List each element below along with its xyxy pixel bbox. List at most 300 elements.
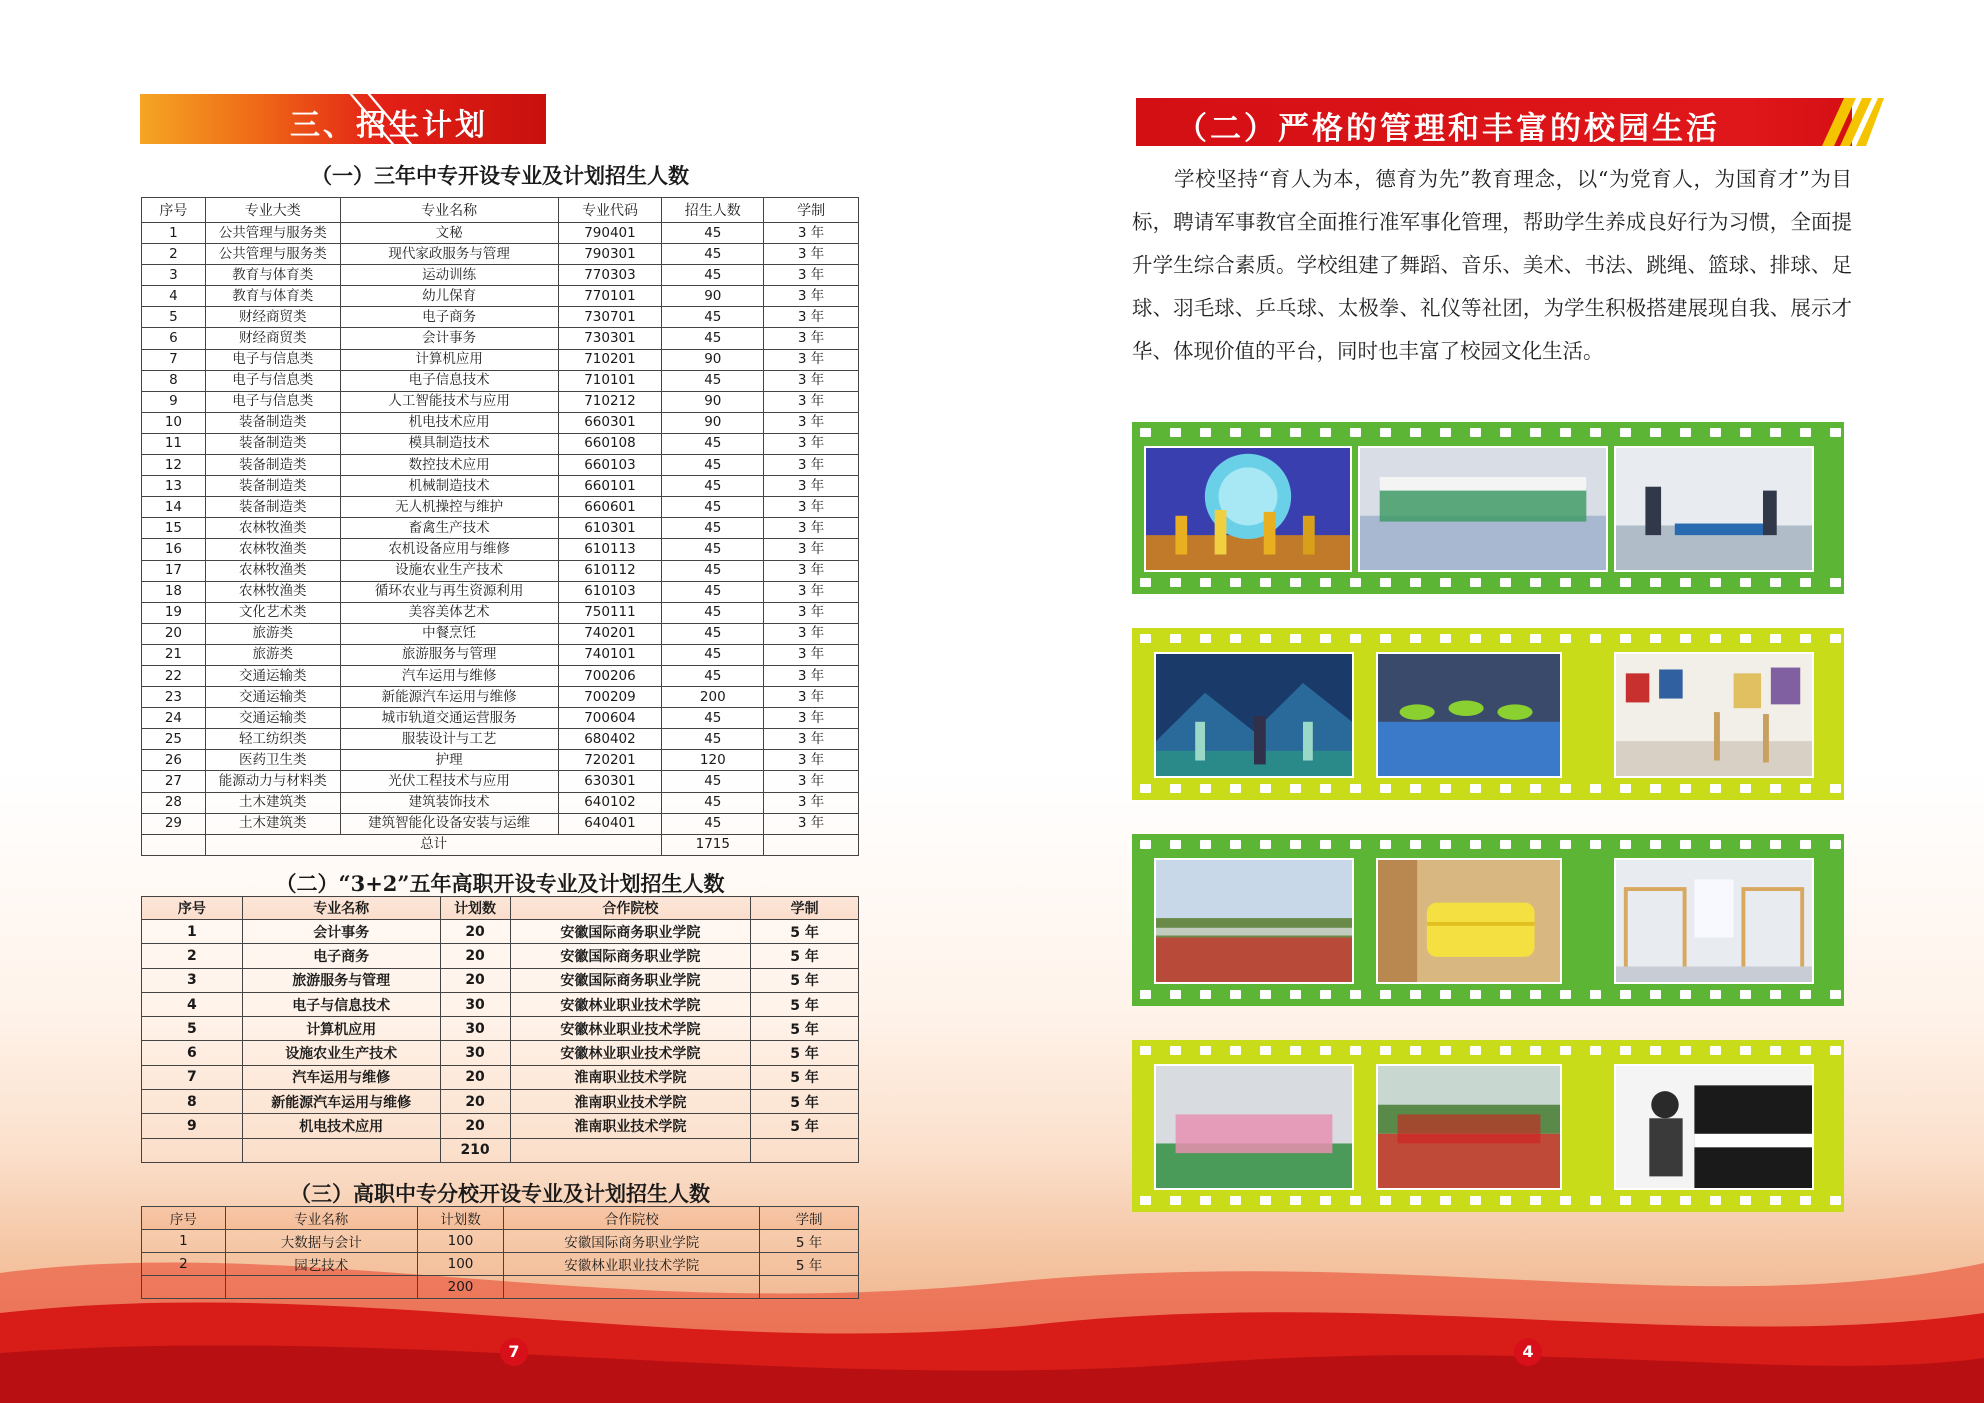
film-hole	[1170, 634, 1181, 643]
empty-cell	[504, 1276, 760, 1299]
film-hole	[1380, 1046, 1391, 1055]
film-hole	[1320, 990, 1331, 999]
table-row	[142, 813, 859, 834]
page-number: 4	[1514, 1338, 1542, 1366]
empty-cell	[764, 834, 859, 855]
film-hole	[1230, 1046, 1241, 1055]
film-hole	[1500, 1046, 1511, 1055]
table-cell: 电子信息技术	[340, 370, 558, 391]
film-hole	[1830, 428, 1841, 437]
film-hole	[1650, 428, 1661, 437]
table-cell: 土木建筑类	[205, 813, 340, 834]
film-hole	[1680, 578, 1691, 587]
film-hole	[1560, 840, 1571, 849]
table-cell: 200	[662, 687, 764, 708]
film-hole	[1680, 840, 1691, 849]
table-cell: 安徽国际商务职业学院	[504, 1230, 760, 1253]
table-cell: 610112	[558, 560, 662, 581]
table-cell: 财经商贸类	[205, 307, 340, 328]
film-hole	[1590, 634, 1601, 643]
table-cell: 淮南职业技术学院	[510, 1114, 751, 1138]
film-hole	[1290, 634, 1301, 643]
film-hole	[1470, 578, 1481, 587]
table-cell: 农机设备应用与维修	[340, 539, 558, 560]
table-cell: 文化艺术类	[205, 602, 340, 623]
film-hole	[1530, 840, 1541, 849]
table-cell: 教育与体育类	[205, 265, 340, 286]
table-cell: 旅游服务与管理	[340, 644, 558, 665]
table-row	[142, 433, 859, 454]
table-cell: 3 年	[764, 665, 859, 686]
table-cell: 23	[142, 687, 206, 708]
film-hole	[1470, 840, 1481, 849]
film-hole	[1170, 840, 1181, 849]
table-cell: 8	[142, 370, 206, 391]
table-cell: 7	[142, 1065, 243, 1089]
table-cell: 640102	[558, 792, 662, 813]
table-cell: 25	[142, 729, 206, 750]
table-cell: 660301	[558, 412, 662, 433]
column-header: 计划数	[440, 897, 510, 920]
table-header-row	[142, 897, 859, 920]
film-hole	[1650, 840, 1661, 849]
table-cell: 45	[662, 244, 764, 265]
table-cell: 15	[142, 518, 206, 539]
film-hole	[1620, 840, 1631, 849]
film-hole	[1620, 428, 1631, 437]
film-hole	[1350, 1046, 1361, 1055]
table-cell: 45	[662, 729, 764, 750]
table-cell: 700206	[558, 665, 662, 686]
section-header-enrollment	[140, 94, 546, 144]
table-row	[142, 920, 859, 944]
film-strip	[1132, 1040, 1844, 1212]
film-hole	[1590, 784, 1601, 793]
table-cell: 18	[142, 581, 206, 602]
film-hole	[1260, 1046, 1271, 1055]
film-hole	[1650, 1046, 1661, 1055]
film-perforations	[1132, 632, 1844, 646]
table-cell: 660601	[558, 497, 662, 518]
column-header: 专业名称	[340, 198, 558, 223]
table-cell: 公共管理与服务类	[205, 223, 340, 244]
table-cell: 7	[142, 349, 206, 370]
photo-umbrella-dance	[1376, 652, 1562, 778]
table-cell: 交通运输类	[205, 708, 340, 729]
film-hole	[1440, 428, 1451, 437]
table-cell: 3 年	[764, 370, 859, 391]
film-hole	[1290, 578, 1301, 587]
film-hole	[1740, 990, 1751, 999]
table-cell: 安徽国际商务职业学院	[510, 968, 751, 992]
table-cell: 13	[142, 476, 206, 497]
table-cell: 45	[662, 265, 764, 286]
table-cell: 90	[662, 349, 764, 370]
table-cell: 29	[142, 813, 206, 834]
film-hole	[1620, 1046, 1631, 1055]
table-cell: 农林牧渔类	[205, 560, 340, 581]
table-cell: 20	[440, 1114, 510, 1138]
table-cell: 3 年	[764, 518, 859, 539]
table-cell: 26	[142, 750, 206, 771]
film-hole	[1410, 1046, 1421, 1055]
table-cell: 3	[142, 265, 206, 286]
table-cell: 公共管理与服务类	[205, 244, 340, 265]
empty-cell	[242, 1138, 440, 1162]
film-hole	[1200, 990, 1211, 999]
table-header-row	[142, 198, 859, 223]
table-cell: 90	[662, 412, 764, 433]
table-cell: 运动训练	[340, 265, 558, 286]
table-cell: 3	[142, 968, 243, 992]
film-strip	[1132, 834, 1844, 1006]
film-hole	[1320, 1196, 1331, 1205]
film-hole	[1830, 634, 1841, 643]
table-row	[142, 992, 859, 1016]
empty-cell	[225, 1276, 417, 1299]
film-hole	[1800, 840, 1811, 849]
table-cell: 660108	[558, 433, 662, 454]
table-cell: 安徽国际商务职业学院	[510, 920, 751, 944]
table-row	[142, 349, 859, 370]
total-label: 总计	[205, 834, 662, 855]
film-perforations	[1132, 1044, 1844, 1058]
film-hole	[1380, 578, 1391, 587]
film-hole	[1170, 1196, 1181, 1205]
film-hole	[1590, 990, 1601, 999]
film-hole	[1770, 1046, 1781, 1055]
table-cell: 3 年	[764, 602, 859, 623]
table-cell: 电子与信息技术	[242, 992, 440, 1016]
table-cell: 城市轨道交通运营服务	[340, 708, 558, 729]
film-hole	[1710, 578, 1721, 587]
table-row	[142, 729, 859, 750]
table2-title: （二）“3+2”五年高职开设专业及计划招生人数	[275, 871, 725, 896]
film-hole	[1680, 634, 1691, 643]
table-cell: 120	[662, 750, 764, 771]
table-cell: 会计事务	[242, 920, 440, 944]
table-cell: 农林牧渔类	[205, 539, 340, 560]
table-cell: 45	[662, 560, 764, 581]
film-hole	[1170, 990, 1181, 999]
page-number: 7	[500, 1338, 528, 1366]
film-hole	[1740, 578, 1751, 587]
film-hole	[1320, 634, 1331, 643]
photo-stage-performance	[1154, 652, 1354, 778]
table-row	[142, 412, 859, 433]
table-cell: 电子与信息类	[205, 370, 340, 391]
film-hole	[1440, 840, 1451, 849]
film-hole	[1560, 990, 1571, 999]
film-hole	[1470, 428, 1481, 437]
table-row	[142, 497, 859, 518]
table-row	[142, 539, 859, 560]
film-hole	[1470, 1196, 1481, 1205]
table-cell: 3 年	[764, 244, 859, 265]
table-cell: 45	[662, 581, 764, 602]
table-cell: 630301	[558, 771, 662, 792]
film-hole	[1650, 1196, 1661, 1205]
table-cell: 100	[417, 1253, 504, 1276]
film-hole	[1260, 840, 1271, 849]
table-cell: 美容美体艺术	[340, 602, 558, 623]
column-header: 序号	[142, 897, 243, 920]
table-cell: 淮南职业技术学院	[510, 1065, 751, 1089]
table-cell: 3 年	[764, 412, 859, 433]
film-hole	[1230, 784, 1241, 793]
table-header-row	[142, 1207, 859, 1230]
film-hole	[1590, 578, 1601, 587]
table-cell: 装备制造类	[205, 497, 340, 518]
film-perforations	[1132, 782, 1844, 796]
table-cell: 3 年	[764, 286, 859, 307]
table-cell: 5 年	[751, 968, 859, 992]
film-hole	[1260, 1196, 1271, 1205]
film-hole	[1650, 578, 1661, 587]
film-hole	[1530, 428, 1541, 437]
film-hole	[1770, 840, 1781, 849]
table-row	[142, 1041, 859, 1065]
table-cell: 3 年	[764, 223, 859, 244]
film-hole	[1560, 1046, 1571, 1055]
table-cell: 740101	[558, 644, 662, 665]
table-cell: 5 年	[751, 920, 859, 944]
table-cell: 5 年	[751, 1041, 859, 1065]
table-row	[142, 223, 859, 244]
table-row	[142, 581, 859, 602]
column-header: 学制	[764, 198, 859, 223]
film-hole	[1410, 428, 1421, 437]
film-hole	[1500, 578, 1511, 587]
table-cell: 3 年	[764, 497, 859, 518]
table-cell: 660101	[558, 476, 662, 497]
table-cell: 27	[142, 771, 206, 792]
table-row	[142, 665, 859, 686]
table-row	[142, 391, 859, 412]
film-hole	[1170, 1046, 1181, 1055]
table-cell: 1	[142, 920, 243, 944]
table-cell: 5 年	[760, 1253, 859, 1276]
film-hole	[1530, 1196, 1541, 1205]
film-hole	[1380, 784, 1391, 793]
film-hole	[1680, 1196, 1691, 1205]
table-cell: 3 年	[764, 708, 859, 729]
film-hole	[1290, 840, 1301, 849]
table-cell: 3 年	[764, 623, 859, 644]
film-hole	[1770, 784, 1781, 793]
column-header: 专业代码	[558, 198, 662, 223]
intro-paragraph: 学校坚持“育人为本，德育为先”教育理念，以“为党育人，为国育才”为目标，聘请军事教官全面推行准军事化管理，帮助学生养成良好行为习惯，全面提升学生综合素质。学校组建了舞蹈、音乐、美术、书法、跳绳、篮球、排球、足球、羽毛球、乒乓球、太极拳、礼仪等社团，为学生积极搭建展现自我、展示才华、体现价值的平台，同时也丰富了校园文化生活。	[1132, 167, 1852, 363]
film-hole	[1740, 784, 1751, 793]
table-cell: 畜禽生产技术	[340, 518, 558, 539]
table-cell: 3 年	[764, 792, 859, 813]
film-hole	[1800, 990, 1811, 999]
column-header: 序号	[142, 1207, 226, 1230]
table-cell: 14	[142, 497, 206, 518]
table-cell: 720201	[558, 750, 662, 771]
total-value: 210	[440, 1138, 510, 1162]
table-cell: 3 年	[764, 265, 859, 286]
photo-art-studio	[1614, 652, 1814, 778]
film-hole	[1530, 578, 1541, 587]
film-hole	[1200, 634, 1211, 643]
film-hole	[1530, 990, 1541, 999]
column-header: 专业大类	[205, 198, 340, 223]
table-cell: 建筑智能化设备安装与运维	[340, 813, 558, 834]
table-cell: 45	[662, 792, 764, 813]
table-cell: 9	[142, 391, 206, 412]
table-cell: 45	[662, 623, 764, 644]
film-hole	[1290, 1046, 1301, 1055]
table-cell: 710212	[558, 391, 662, 412]
film-hole	[1650, 784, 1661, 793]
table-cell: 会计事务	[340, 328, 558, 349]
film-hole	[1590, 1046, 1601, 1055]
table-cell: 电子商务	[340, 307, 558, 328]
photo-track-race	[1376, 1064, 1562, 1190]
table-cell: 现代家政服务与管理	[340, 244, 558, 265]
table-cell: 3 年	[764, 644, 859, 665]
table-cell: 机电技术应用	[340, 412, 558, 433]
table-cell: 640401	[558, 813, 662, 834]
table-row	[142, 1253, 859, 1276]
empty-cell	[142, 834, 206, 855]
film-hole	[1710, 990, 1721, 999]
table-cell: 机械制造技术	[340, 476, 558, 497]
film-hole	[1260, 990, 1271, 999]
film-hole	[1320, 428, 1331, 437]
film-hole	[1680, 1046, 1691, 1055]
table-cell: 30	[440, 1041, 510, 1065]
film-hole	[1320, 840, 1331, 849]
film-hole	[1440, 634, 1451, 643]
table-row	[142, 750, 859, 771]
table-cell: 30	[440, 992, 510, 1016]
film-hole	[1560, 784, 1571, 793]
film-hole	[1470, 990, 1481, 999]
table-cell: 大数据与会计	[225, 1230, 417, 1253]
film-hole	[1200, 840, 1211, 849]
table-cell: 3 年	[764, 476, 859, 497]
film-hole	[1710, 840, 1721, 849]
film-hole	[1800, 1046, 1811, 1055]
film-hole	[1740, 840, 1751, 849]
film-hole	[1230, 990, 1241, 999]
table-cell: 设施农业生产技术	[242, 1041, 440, 1065]
table-cell: 计算机应用	[340, 349, 558, 370]
table-cell: 3 年	[764, 391, 859, 412]
table-cell: 教育与体育类	[205, 286, 340, 307]
film-hole	[1200, 1196, 1211, 1205]
column-header: 专业名称	[225, 1207, 417, 1230]
table-cell: 电子与信息类	[205, 391, 340, 412]
table-row	[142, 708, 859, 729]
table-cell: 45	[662, 370, 764, 391]
table-cell: 装备制造类	[205, 476, 340, 497]
table-cell: 3 年	[764, 687, 859, 708]
table-cell: 45	[662, 476, 764, 497]
photo-group-sports	[1154, 1064, 1354, 1190]
film-hole	[1440, 990, 1451, 999]
table-cell: 710101	[558, 370, 662, 391]
film-hole	[1710, 784, 1721, 793]
table-cell: 700604	[558, 708, 662, 729]
film-hole	[1230, 634, 1241, 643]
table-cell: 无人机操控与维护	[340, 497, 558, 518]
film-hole	[1500, 428, 1511, 437]
table-cell: 安徽林业职业技术学院	[510, 1041, 751, 1065]
film-hole	[1530, 634, 1541, 643]
table-cell: 700209	[558, 687, 662, 708]
table-five-year-program	[141, 896, 859, 1163]
film-hole	[1680, 784, 1691, 793]
table-cell: 610103	[558, 581, 662, 602]
table-row	[142, 687, 859, 708]
table-row	[142, 623, 859, 644]
film-hole	[1770, 990, 1781, 999]
film-perforations	[1132, 988, 1844, 1002]
table-row	[142, 1114, 859, 1138]
table-row	[142, 771, 859, 792]
film-hole	[1350, 784, 1361, 793]
table-cell: 安徽林业职业技术学院	[504, 1253, 760, 1276]
film-hole	[1680, 990, 1691, 999]
film-hole	[1620, 1196, 1631, 1205]
table-total-row	[142, 1276, 859, 1299]
film-hole	[1830, 1196, 1841, 1205]
film-hole	[1380, 428, 1391, 437]
table-cell: 45	[662, 602, 764, 623]
table-cell: 8	[142, 1090, 243, 1114]
film-hole	[1530, 784, 1541, 793]
film-hole	[1440, 784, 1451, 793]
table-cell: 旅游服务与管理	[242, 968, 440, 992]
table-cell: 3 年	[764, 560, 859, 581]
film-strip	[1132, 422, 1844, 594]
film-perforations	[1132, 576, 1844, 590]
film-perforations	[1132, 838, 1844, 852]
film-hole	[1740, 428, 1751, 437]
film-hole	[1410, 990, 1421, 999]
film-hole	[1380, 1196, 1391, 1205]
table-cell: 19	[142, 602, 206, 623]
table-cell: 17	[142, 560, 206, 581]
table-cell: 22	[142, 665, 206, 686]
table-cell: 5	[142, 1017, 243, 1041]
table-cell: 2	[142, 244, 206, 265]
film-strip	[1132, 628, 1844, 800]
film-hole	[1800, 578, 1811, 587]
table-row	[142, 602, 859, 623]
column-header: 学制	[751, 897, 859, 920]
film-hole	[1440, 578, 1451, 587]
film-hole	[1560, 1196, 1571, 1205]
film-hole	[1230, 578, 1241, 587]
table-cell: 24	[142, 708, 206, 729]
film-hole	[1830, 990, 1841, 999]
table3-title: （三）高职中专分校开设专业及计划招生人数	[290, 1181, 710, 1206]
film-hole	[1290, 428, 1301, 437]
film-hole	[1560, 428, 1571, 437]
table-cell: 5 年	[751, 992, 859, 1016]
table-cell: 汽车运用与维修	[242, 1065, 440, 1089]
film-hole	[1200, 1046, 1211, 1055]
film-hole	[1620, 990, 1631, 999]
photo-dance-practice	[1358, 446, 1608, 572]
film-hole	[1140, 840, 1151, 849]
column-header: 招生人数	[662, 198, 764, 223]
film-hole	[1500, 784, 1511, 793]
